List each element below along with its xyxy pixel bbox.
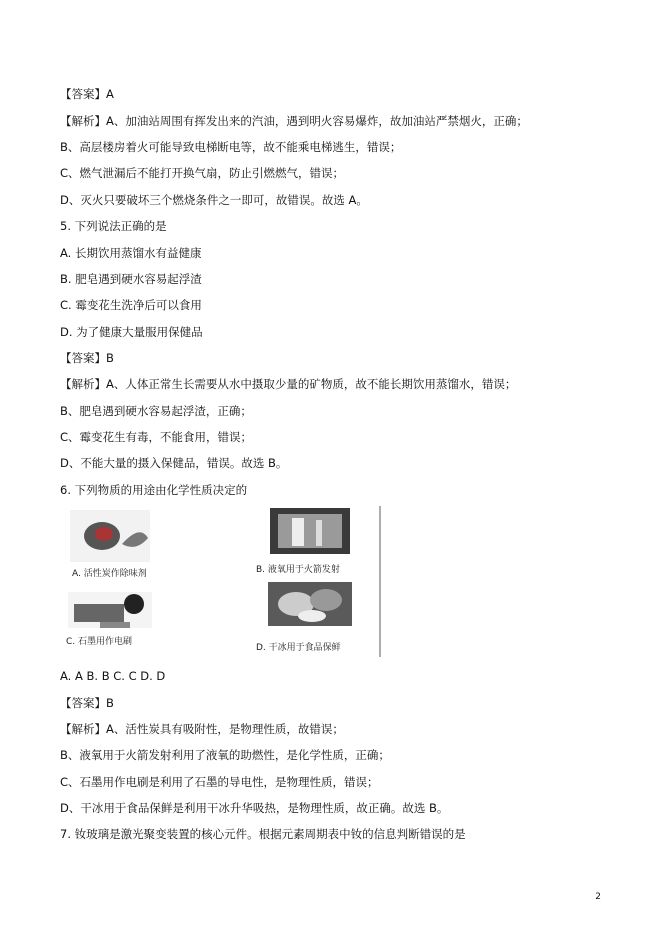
text-line: C、燃气泄漏后不能打开换气扇，防止引燃燃气，错误； [60,166,345,180]
text-line: B. 肥皂遇到硬水容易起浮渣 [60,272,202,286]
text-line: D. 为了健康大量服用保健品 [60,325,203,339]
text-line: C. 霉变花生洗净后可以食用 [60,298,202,312]
caption-a: A. 活性炭作除味剂 [72,569,147,579]
text-line: 【解析】A、加油站周围有挥发出来的汽油，遇到明火容易爆炸，故加油站严禁烟火，正确； [60,114,528,128]
caption-b: B. 液氧用于火箭发射 [256,565,340,575]
text-line: 【解析】A、活性炭具有吸附性，是物理性质，故错误； [60,722,344,736]
text-line: B、肥皂遇到硬水容易起浮渣，正确； [60,404,252,418]
activated-carbon-image [70,510,150,562]
text-line: B、高层楼房着火可能导致电梯断电等，故不能乘电梯逃生，错误； [60,140,402,154]
caption-d: D. 干冰用于食品保鲜 [256,643,341,653]
text-line: B、液氧用于火箭发射利用了液氧的助燃性，是化学性质，正确； [60,748,390,762]
text-line: C、石墨用作电刷是利用了石墨的导电性，是物理性质，错误； [60,775,379,789]
graphite-brush-image [68,592,152,628]
text-line: 7. 钕玻璃是激光聚变装置的核心元件。根据元素周期表中钕的信息判断错误的是 [60,827,466,841]
text-line: 5. 下列说法正确的是 [60,219,167,233]
text-line: A. 长期饮用蒸馏水有益健康 [60,246,202,260]
text-line: 【答案】B [60,351,114,365]
text-line: A. A B. B C. C D. D [60,669,166,683]
text-line: D、灭火只要破坏三个燃烧条件之一即可，故错误。故选 A。 [60,193,368,207]
question-6-figure [60,504,384,659]
text-line: 【解析】A、人体正常生长需要从水中摄取少量的矿物质，故不能长期饮用蒸馏水，错误； [60,377,517,391]
text-line: D、干冰用于食品保鲜是利用干冰升华吸热，是物理性质，故正确。故选 B。 [60,801,449,815]
rocket-launch-image [270,508,350,554]
caption-c: C. 石墨用作电刷 [66,637,133,647]
page-number: 2 [595,892,601,902]
text-line: D、不能大量的摄入保健品，错误。故选 B。 [60,456,288,470]
text-line: C、霉变花生有毒，不能食用，错误； [60,430,253,444]
text-line: 【答案】B [60,696,114,710]
text-line: 6. 下列物质的用途由化学性质决定的 [60,483,248,497]
text-line: 【答案】A [60,87,114,101]
dry-ice-image [268,582,352,626]
